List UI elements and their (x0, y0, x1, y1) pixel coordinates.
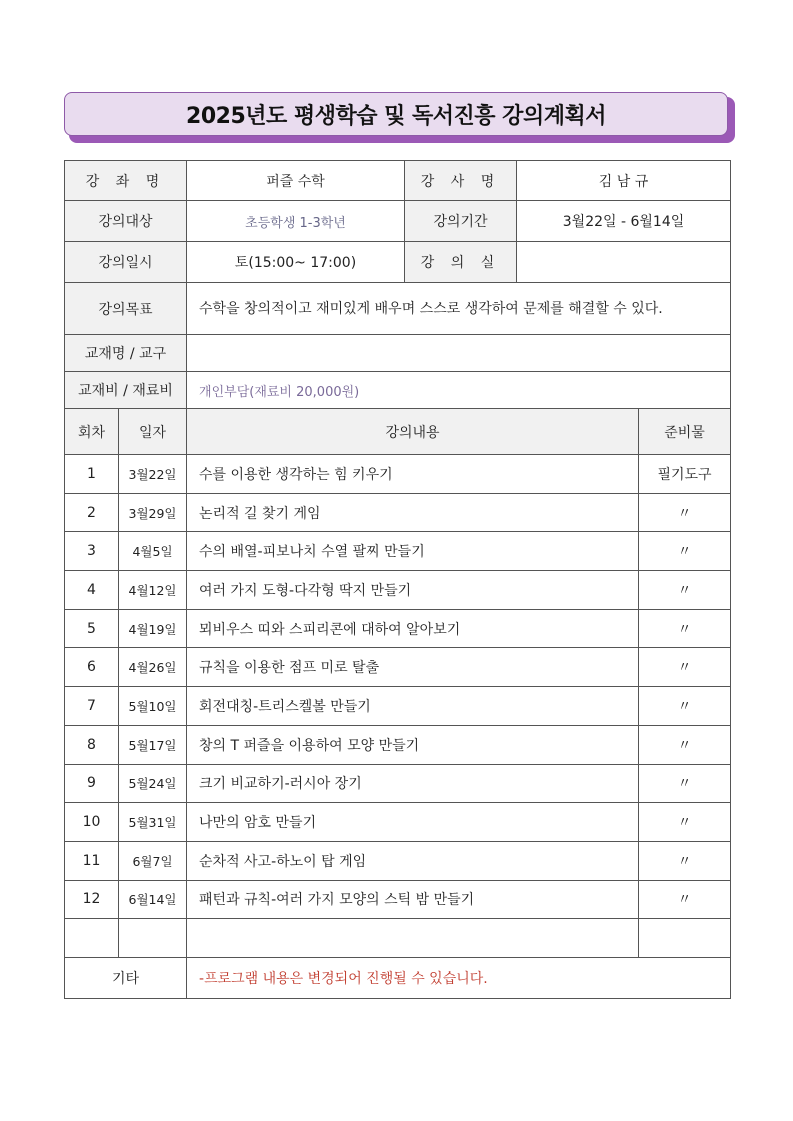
schedule-header-row (65, 409, 731, 455)
session-supplies: 〃 (639, 725, 731, 764)
header-supplies: 준비물 (639, 409, 731, 455)
schedule-row (65, 880, 731, 919)
session-supplies: 〃 (639, 880, 731, 919)
session-number: 4 (65, 571, 119, 610)
session-date (119, 919, 187, 958)
session-number: 2 (65, 493, 119, 532)
session-date: 3월22일 (119, 455, 187, 494)
datetime-value: 토(15:00~ 17:00) (187, 242, 405, 283)
room-value (517, 242, 731, 283)
session-supplies: 〃 (639, 493, 731, 532)
session-supplies: 〃 (639, 609, 731, 648)
session-supplies: 〃 (639, 687, 731, 726)
row-fee (65, 372, 731, 409)
session-content: 여러 가지 도형-다각형 딱지 만들기 (187, 571, 639, 610)
session-number: 1 (65, 455, 119, 494)
session-content (187, 919, 639, 958)
session-number: 5 (65, 609, 119, 648)
goal-label: 강의목표 (65, 283, 187, 335)
lecture-plan-table (64, 160, 731, 999)
session-supplies: 〃 (639, 841, 731, 880)
header-session: 회차 (65, 409, 119, 455)
session-content: 창의 T 퍼즐을 이용하여 모양 만들기 (187, 725, 639, 764)
session-content: 크기 비교하기-러시아 장기 (187, 764, 639, 803)
session-date: 4월19일 (119, 609, 187, 648)
schedule-row (65, 532, 731, 571)
session-number: 12 (65, 880, 119, 919)
textbook-label: 교재명 / 교구 (65, 335, 187, 372)
session-date: 5월31일 (119, 803, 187, 842)
session-number: 6 (65, 648, 119, 687)
schedule-row (65, 609, 731, 648)
row-target (65, 201, 731, 242)
footer-note: -프로그램 내용은 변경되어 진행될 수 있습니다. (187, 957, 731, 998)
session-date: 4월26일 (119, 648, 187, 687)
schedule-row (65, 455, 731, 494)
session-date: 5월10일 (119, 687, 187, 726)
session-date: 6월14일 (119, 880, 187, 919)
row-goal (65, 283, 731, 335)
row-course (65, 161, 731, 201)
row-textbook (65, 335, 731, 372)
goal-value: 수학을 창의적이고 재미있게 배우며 스스로 생각하여 문제를 해결할 수 있다. (187, 283, 731, 335)
page-title: 2025년도 평생학습 및 독서진흥 강의계획서 (64, 92, 728, 136)
session-number: 8 (65, 725, 119, 764)
row-datetime (65, 242, 731, 283)
period-value: 3월22일 - 6월14일 (517, 201, 731, 242)
session-number: 3 (65, 532, 119, 571)
schedule-body (65, 455, 731, 958)
session-number (65, 919, 119, 958)
session-number: 7 (65, 687, 119, 726)
header-content: 강의내용 (187, 409, 639, 455)
session-content: 논리적 길 찾기 게임 (187, 493, 639, 532)
session-number: 10 (65, 803, 119, 842)
session-content: 뫼비우스 띠와 스피리콘에 대하여 알아보기 (187, 609, 639, 648)
session-supplies: 〃 (639, 571, 731, 610)
session-supplies: 〃 (639, 764, 731, 803)
schedule-row (65, 571, 731, 610)
schedule-row (65, 803, 731, 842)
instructor-label: 강 사 명 (405, 161, 517, 201)
target-value: 초등학생 1-3학년 (187, 201, 405, 242)
schedule-row (65, 841, 731, 880)
schedule-row (65, 493, 731, 532)
session-content: 패턴과 규칙-여러 가지 모양의 스틱 밤 만들기 (187, 880, 639, 919)
session-supplies: 〃 (639, 532, 731, 571)
session-date: 4월12일 (119, 571, 187, 610)
session-date: 3월29일 (119, 493, 187, 532)
session-date: 5월24일 (119, 764, 187, 803)
fee-value: 개인부담(재료비 20,000원) (187, 372, 731, 409)
schedule-row (65, 725, 731, 764)
footer-label: 기타 (65, 957, 187, 998)
session-content: 수를 이용한 생각하는 힘 키우기 (187, 455, 639, 494)
period-label: 강의기간 (405, 201, 517, 242)
session-content: 수의 배열-피보나치 수열 팔찌 만들기 (187, 532, 639, 571)
session-date: 6월7일 (119, 841, 187, 880)
session-supplies: 〃 (639, 803, 731, 842)
session-number: 9 (65, 764, 119, 803)
session-number: 11 (65, 841, 119, 880)
row-footer (65, 957, 731, 998)
room-label: 강 의 실 (405, 242, 517, 283)
schedule-row (65, 919, 731, 958)
schedule-row (65, 648, 731, 687)
target-label: 강의대상 (65, 201, 187, 242)
textbook-value (187, 335, 731, 372)
session-content: 회전대칭-트리스켈볼 만들기 (187, 687, 639, 726)
session-date: 5월17일 (119, 725, 187, 764)
schedule-row (65, 764, 731, 803)
session-date: 4월5일 (119, 532, 187, 571)
course-label: 강 좌 명 (65, 161, 187, 201)
session-content: 나만의 암호 만들기 (187, 803, 639, 842)
header-date: 일자 (119, 409, 187, 455)
schedule-row (65, 687, 731, 726)
course-value: 퍼즐 수학 (187, 161, 405, 201)
session-supplies: 〃 (639, 648, 731, 687)
datetime-label: 강의일시 (65, 242, 187, 283)
session-content: 순차적 사고-하노이 탑 게임 (187, 841, 639, 880)
fee-label: 교재비 / 재료비 (65, 372, 187, 409)
session-supplies: 필기도구 (639, 455, 731, 494)
session-content: 규칙을 이용한 점프 미로 탈출 (187, 648, 639, 687)
instructor-value: 김 남 규 (517, 161, 731, 201)
session-supplies (639, 919, 731, 958)
